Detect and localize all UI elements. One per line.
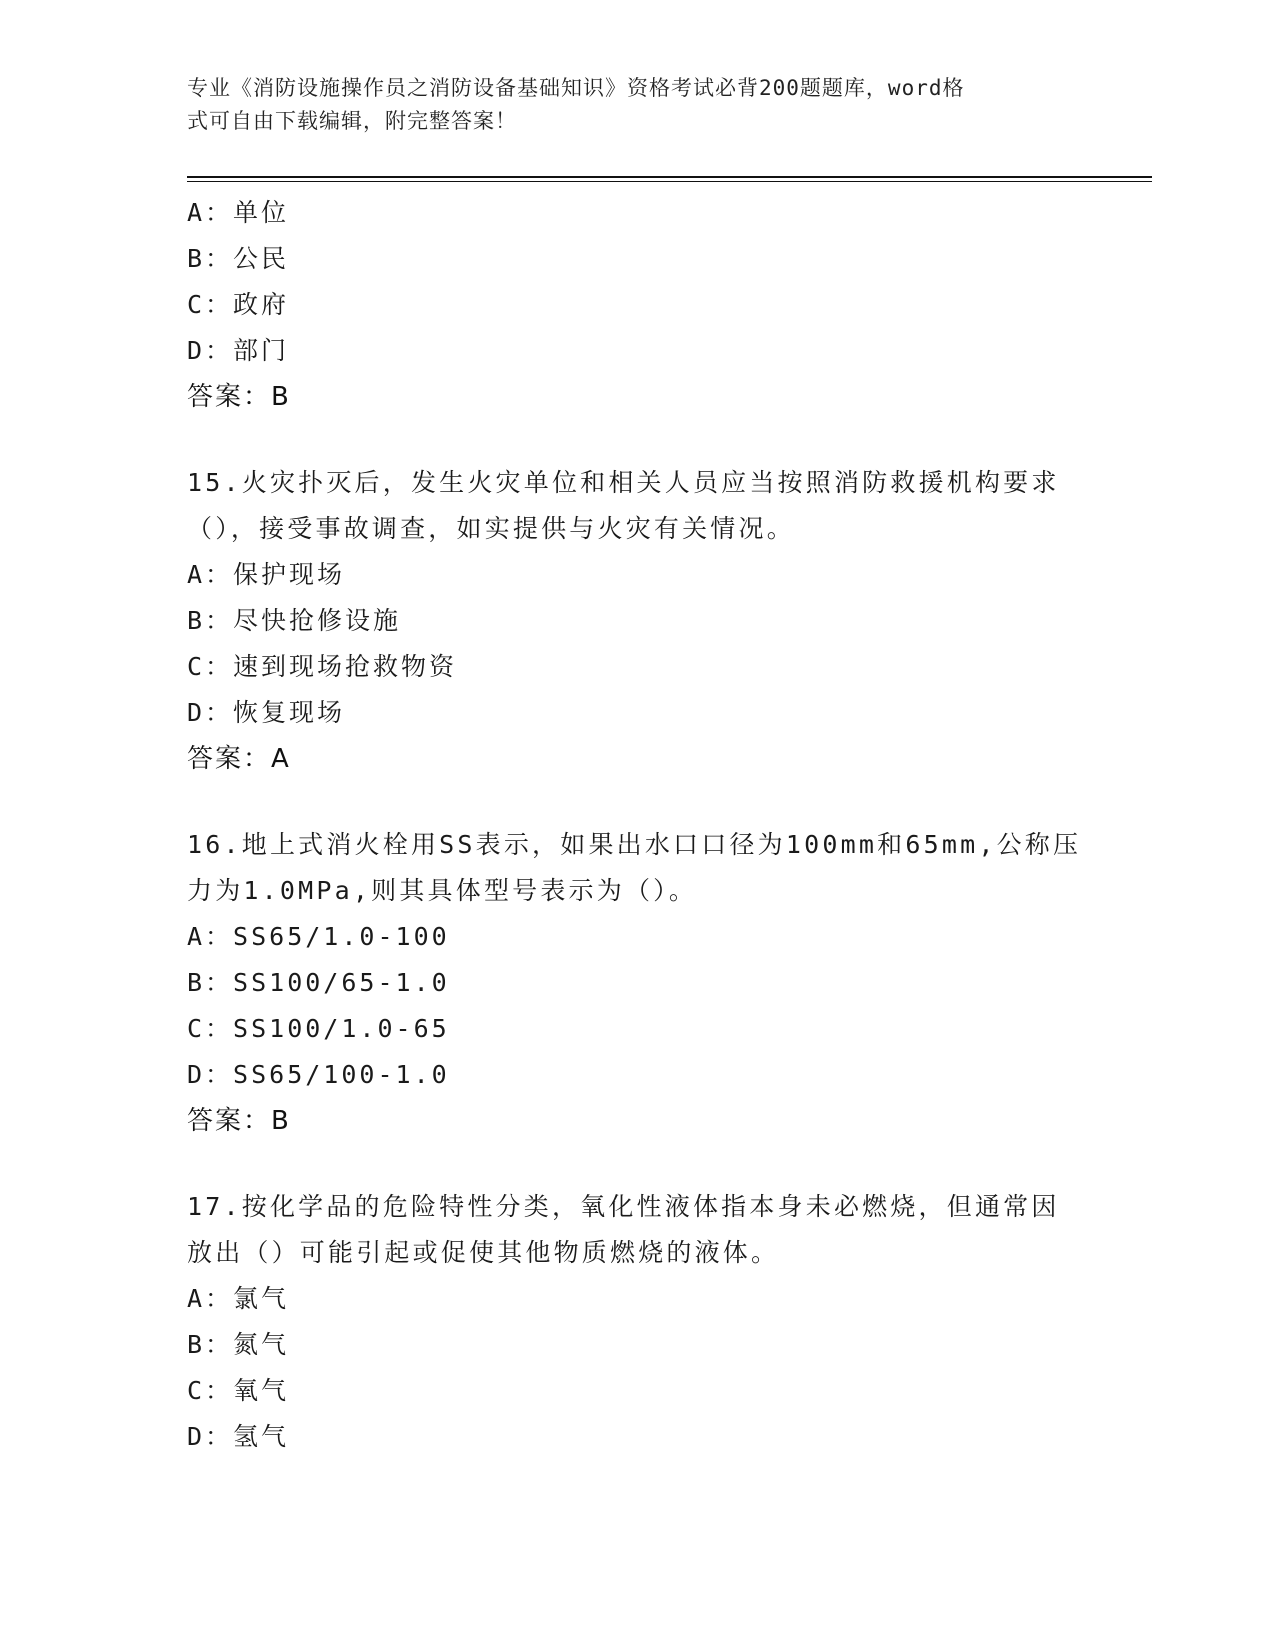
option-d: D：部门: [187, 336, 290, 365]
question-text-line-2: 力为1.0MPa,则其具体型号表示为（）。: [187, 876, 698, 905]
question-text-line-2: （），接受事故调查，如实提供与火灾有关情况。: [187, 514, 795, 543]
option-d: D：氢气: [187, 1422, 290, 1451]
option-b: B：公民: [187, 244, 290, 273]
option-b: B：尽快抢修设施: [187, 606, 402, 635]
option-d: D：SS65/100-1.0: [187, 1060, 450, 1089]
question-14: [187, 190, 1087, 420]
option-c: C：政府: [187, 290, 290, 319]
question-text-line-1: 16.地上式消火栓用SS表示，如果出水口口径为100mm和65mm,公称压: [187, 830, 1082, 859]
header-title-line-1: 专业《消防设施操作员之消防设备基础知识》资格考试必背200题题库，word格: [187, 76, 965, 100]
header-title-line-2: 式可自由下载编辑，附完整答案！: [187, 109, 517, 133]
question-text-line-2: 放出（）可能引起或促使其他物质燃烧的液体。: [187, 1238, 780, 1267]
option-a: A：保护现场: [187, 560, 346, 589]
option-d: D：恢复现场: [187, 698, 346, 727]
question-17: [187, 1184, 1087, 1460]
question-text-line-1: 15.火灾扑灭后，发生火灾单位和相关人员应当按照消防救援机构要求: [187, 468, 1060, 497]
answer-line: 答案：B: [187, 382, 291, 412]
question-list: [187, 190, 1087, 1460]
question-15: [187, 460, 1087, 782]
option-a: A：SS65/1.0-100: [187, 922, 450, 951]
option-c: C：SS100/1.0-65: [187, 1014, 450, 1043]
option-b: B：氮气: [187, 1330, 290, 1359]
answer-line: 答案：A: [187, 744, 291, 774]
option-c: C：氧气: [187, 1376, 290, 1405]
answer-line: 答案：B: [187, 1106, 291, 1136]
question-16: [187, 822, 1087, 1144]
option-a: A：单位: [187, 198, 290, 227]
option-a: A：氯气: [187, 1284, 290, 1313]
option-c: C：速到现场抢救物资: [187, 652, 458, 681]
question-text-line-1: 17.按化学品的危险特性分类，氧化性液体指本身未必燃烧，但通常因: [187, 1192, 1060, 1221]
header-divider: [187, 176, 1152, 182]
document-header: [187, 72, 1067, 138]
option-b: B：SS100/65-1.0: [187, 968, 450, 997]
